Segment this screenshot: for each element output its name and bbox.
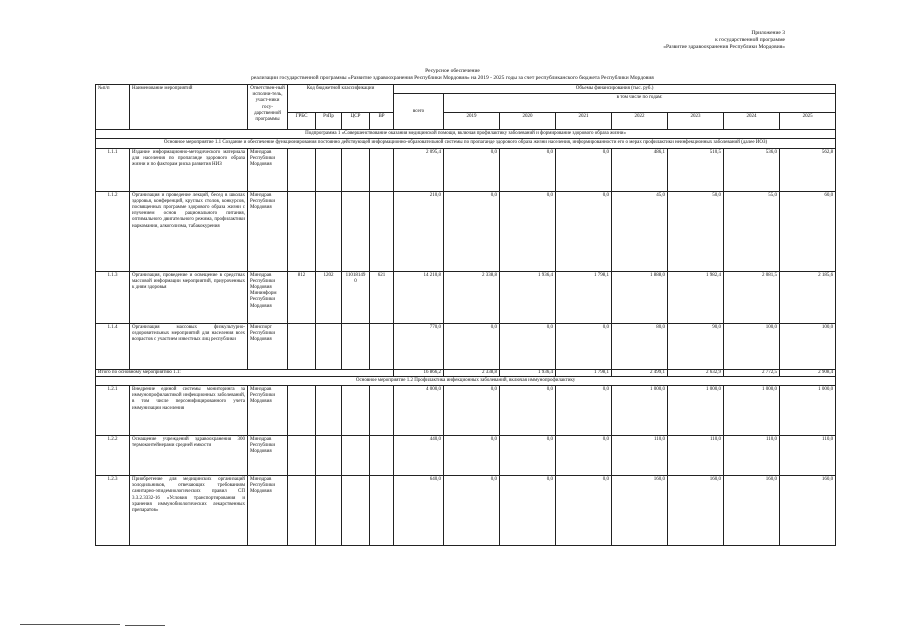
appendix-line: «Развитие здравоохранения Республики Мордовия» bbox=[663, 44, 785, 50]
total-year-value: 1 798,1 bbox=[556, 369, 612, 376]
header-rzpr: РзПр bbox=[316, 113, 342, 130]
row-total: 2 095,4 bbox=[394, 148, 444, 191]
row-year-value: 60,0 bbox=[780, 191, 836, 271]
row-year-value: 110,0 bbox=[724, 436, 780, 476]
row-year-value: 1 000,0 bbox=[612, 386, 668, 436]
row-name: Приобретение для медицинских организаций холодильников, отвечающих требованиям санитарно-эпидемиологических правил СП 3.3.2.3332-16 «Условия транспортирования и хранения иммунобиологических лекарственных препаратов» bbox=[130, 476, 248, 546]
row-year-value: 0,0 bbox=[444, 476, 500, 546]
table-row bbox=[96, 476, 836, 546]
row-name: Оснащение учреждений здравоохранения 300 термоконтейнерами средней емкости bbox=[130, 436, 248, 476]
row-year-value: 110,0 bbox=[780, 436, 836, 476]
row-num: 1.2.1 bbox=[96, 386, 130, 436]
header-grbs: ГРБС bbox=[288, 113, 316, 130]
row-name: Внедрение единой системы мониторинга за иммунопрофилактикой инфекционных заболеваний, в том числе персонифицированного учета иммунизации населения bbox=[130, 386, 248, 436]
appendix-line: к государственной программе bbox=[715, 37, 785, 43]
document-title: Ресурсное обеспечение bbox=[425, 68, 480, 74]
row-executor: Минздрав Республики Мордовия bbox=[248, 476, 288, 546]
header-num: №п/п bbox=[96, 85, 130, 130]
row-total: 640,0 bbox=[394, 476, 444, 546]
row-csr bbox=[342, 476, 370, 546]
row-year-value: 55,0 bbox=[724, 191, 780, 271]
appendix-line: Приложение 3 bbox=[751, 30, 785, 36]
row-executor: Минздрав Республики Мордовия bbox=[248, 191, 288, 271]
header-year: 2022 bbox=[612, 113, 668, 130]
row-year-value: 1 000,0 bbox=[668, 386, 724, 436]
table-row bbox=[96, 271, 836, 323]
row-year-value: 2 081,5 bbox=[724, 271, 780, 323]
row-executor: Минспорт Республики Мордовия bbox=[248, 323, 288, 369]
row-csr: 11018149 0 bbox=[342, 271, 370, 323]
row-vr: 621 bbox=[370, 271, 394, 323]
row-num: 1.1.4 bbox=[96, 323, 130, 369]
row-year-value: 1 936,4 bbox=[500, 271, 556, 323]
row-year-value: 160,0 bbox=[724, 476, 780, 546]
total-year-value: 2 338,8 bbox=[444, 369, 500, 376]
table-row bbox=[96, 148, 836, 191]
header-total: всего bbox=[394, 94, 444, 130]
row-year-value: 50,0 bbox=[668, 191, 724, 271]
row-year-value: 0,0 bbox=[500, 386, 556, 436]
row-year-value: 45,0 bbox=[612, 191, 668, 271]
row-year-value: 110,0 bbox=[668, 436, 724, 476]
row-year-value: 510,5 bbox=[668, 148, 724, 191]
row-total: 210,0 bbox=[394, 191, 444, 271]
row-vr bbox=[370, 148, 394, 191]
row-total: 770,0 bbox=[394, 323, 444, 369]
row-rzpr bbox=[316, 476, 342, 546]
row-name: Организация, проведение и освещение в средствах массовой информации мероприятий, приуроченных к дням здоровья bbox=[130, 271, 248, 323]
header-executor: Ответствен-ный исполни-тель, участ-ники госу-дарственной программы bbox=[248, 85, 288, 130]
total-value: 16 866,2 bbox=[394, 369, 444, 376]
row-num: 1.2.2 bbox=[96, 436, 130, 476]
row-name: Организация и проведение лекций, бесед в школах здоровья, конференций, круглых столов, конкурсов, посвященных программе здорового образа жизни с изучением основ рационального питания, оптимального двигательного режима, профилактики наркомании, алкоголизма, табакокурения bbox=[130, 191, 248, 271]
row-csr bbox=[342, 191, 370, 271]
activity-title: Основное мероприятие 1.1 Создание и обеспечение функционирования постоянно действующей информационно-образовательной системы по пропаганде здорового образа жизни населения, информированности его о мерах профилактики неинфекционных заболеваний (далее ИОЗ) bbox=[96, 139, 836, 148]
row-year-value: 1 798,1 bbox=[556, 271, 612, 323]
table-row bbox=[96, 386, 836, 436]
row-rzpr bbox=[316, 323, 342, 369]
row-year-value: 1 000,0 bbox=[780, 386, 836, 436]
scan-artifact-line bbox=[125, 625, 165, 626]
row-num: 1.1.2 bbox=[96, 191, 130, 271]
resource-table bbox=[95, 84, 836, 546]
row-grbs: 812 bbox=[288, 271, 316, 323]
row-total: 4 000,0 bbox=[394, 386, 444, 436]
row-year-value: 100,0 bbox=[724, 323, 780, 369]
header-budget-code: Код бюджетной классификации bbox=[288, 85, 394, 113]
table-row bbox=[96, 191, 836, 271]
total-year-value: 2 908,4 bbox=[780, 369, 836, 376]
row-num: 1.2.3 bbox=[96, 476, 130, 546]
row-year-value: 0,0 bbox=[444, 148, 500, 191]
row-rzpr bbox=[316, 148, 342, 191]
row-total: 440,0 bbox=[394, 436, 444, 476]
row-executor: Минздрав Республики Мордовия Мининформ Республики Мордовия bbox=[248, 271, 288, 323]
total-year-value: 2 772,5 bbox=[724, 369, 780, 376]
row-year-value: 1 000,0 bbox=[724, 386, 780, 436]
row-year-value: 486,1 bbox=[612, 148, 668, 191]
row-year-value: 0,0 bbox=[444, 436, 500, 476]
row-name: Организация массовых физкультурно-оздоровительных мероприятий для населения всех возрастов с участием известных лиц республики bbox=[130, 323, 248, 369]
header-row bbox=[96, 85, 836, 94]
row-num: 1.1.3 bbox=[96, 271, 130, 323]
document-subtitle: реализации государственной программы «Развитие здравоохранения Республики Мордовия» на 2019 - 2025 годы за счет республиканского бюджета Республики Мордовия bbox=[251, 75, 654, 81]
row-vr bbox=[370, 436, 394, 476]
row-grbs bbox=[288, 191, 316, 271]
row-year-value: 2 185,6 bbox=[780, 271, 836, 323]
row-grbs bbox=[288, 323, 316, 369]
header-csr: ЦСР bbox=[342, 113, 370, 130]
row-executor: Минздрав Республики Мордовия bbox=[248, 436, 288, 476]
activity-title: Основное мероприятие 1.2 Профилактика инфекционных заболеваний, включая иммунопрофилактику bbox=[96, 376, 836, 385]
appendix-block bbox=[663, 30, 785, 51]
row-csr bbox=[342, 386, 370, 436]
row-year-value: 100,0 bbox=[780, 323, 836, 369]
header-year: 2023 bbox=[668, 113, 724, 130]
table-row bbox=[96, 323, 836, 369]
total-year-value: 2 632,9 bbox=[668, 369, 724, 376]
row-grbs bbox=[288, 436, 316, 476]
row-year-value: 0,0 bbox=[556, 476, 612, 546]
row-rzpr: 1202 bbox=[316, 271, 342, 323]
scan-artifact-line bbox=[20, 624, 120, 625]
header-vr: ВР bbox=[370, 113, 394, 130]
row-year-value: 0,0 bbox=[444, 191, 500, 271]
row-year-value: 0,0 bbox=[500, 148, 556, 191]
total-year-value: 1 936,4 bbox=[500, 369, 556, 376]
header-year: 2025 bbox=[780, 113, 836, 130]
row-year-value: 0,0 bbox=[556, 191, 612, 271]
header-year: 2020 bbox=[500, 113, 556, 130]
program-row bbox=[96, 130, 836, 139]
header-including: в том числе по годам: bbox=[444, 94, 836, 113]
row-year-value: 0,0 bbox=[556, 148, 612, 191]
header-year: 2024 bbox=[724, 113, 780, 130]
header-funding: Объемы финансирования (тыс. руб.) bbox=[394, 85, 836, 94]
row-year-value: 0,0 bbox=[444, 323, 500, 369]
header-year: 2021 bbox=[556, 113, 612, 130]
header-name: Наименование мероприятий bbox=[130, 85, 248, 130]
row-grbs bbox=[288, 476, 316, 546]
row-year-value: 0,0 bbox=[500, 436, 556, 476]
total-year-value: 2 499,1 bbox=[612, 369, 668, 376]
row-year-value: 0,0 bbox=[556, 436, 612, 476]
row-grbs bbox=[288, 386, 316, 436]
row-year-value: 536,0 bbox=[724, 148, 780, 191]
total-row bbox=[96, 369, 836, 376]
row-rzpr bbox=[316, 386, 342, 436]
row-year-value: 160,0 bbox=[780, 476, 836, 546]
total-label: Итого по основному мероприятию 1.1: bbox=[96, 369, 394, 376]
activity-row bbox=[96, 139, 836, 148]
row-vr bbox=[370, 386, 394, 436]
row-executor: Минздрав Республики Мордовия bbox=[248, 148, 288, 191]
row-csr bbox=[342, 323, 370, 369]
row-year-value: 2 338,8 bbox=[444, 271, 500, 323]
row-vr bbox=[370, 323, 394, 369]
row-rzpr bbox=[316, 191, 342, 271]
row-name: Издание информационно-методического материала для населения по пропаганде здорового образа жизни и по факторам риска развития НИЗ bbox=[130, 148, 248, 191]
row-rzpr bbox=[316, 436, 342, 476]
row-year-value: 160,0 bbox=[612, 476, 668, 546]
row-vr bbox=[370, 191, 394, 271]
row-year-value: 90,0 bbox=[668, 323, 724, 369]
row-year-value: 1 982,4 bbox=[668, 271, 724, 323]
row-year-value: 0,0 bbox=[444, 386, 500, 436]
activity-row bbox=[96, 376, 836, 385]
row-num: 1.1.1 bbox=[96, 148, 130, 191]
row-year-value: 80,0 bbox=[612, 323, 668, 369]
program-title: Подпрограмма 1 «Совершенствование оказания медицинской помощи, включая профилактику заболеваний и формирование здорового образа жизни» bbox=[96, 130, 836, 139]
row-year-value: 0,0 bbox=[556, 386, 612, 436]
row-csr bbox=[342, 148, 370, 191]
row-vr bbox=[370, 476, 394, 546]
row-csr bbox=[342, 436, 370, 476]
row-year-value: 0,0 bbox=[500, 323, 556, 369]
row-year-value: 0,0 bbox=[500, 191, 556, 271]
row-year-value: 110,0 bbox=[612, 436, 668, 476]
header-year: 2019 bbox=[444, 113, 500, 130]
row-executor: Минздрав Республики Мордовия bbox=[248, 386, 288, 436]
row-year-value: 0,0 bbox=[556, 323, 612, 369]
table-row bbox=[96, 436, 836, 476]
row-year-value: 562,8 bbox=[780, 148, 836, 191]
row-year-value: 160,0 bbox=[668, 476, 724, 546]
row-year-value: 1 888,0 bbox=[612, 271, 668, 323]
row-year-value: 0,0 bbox=[500, 476, 556, 546]
row-total: 14 210,8 bbox=[394, 271, 444, 323]
row-grbs bbox=[288, 148, 316, 191]
